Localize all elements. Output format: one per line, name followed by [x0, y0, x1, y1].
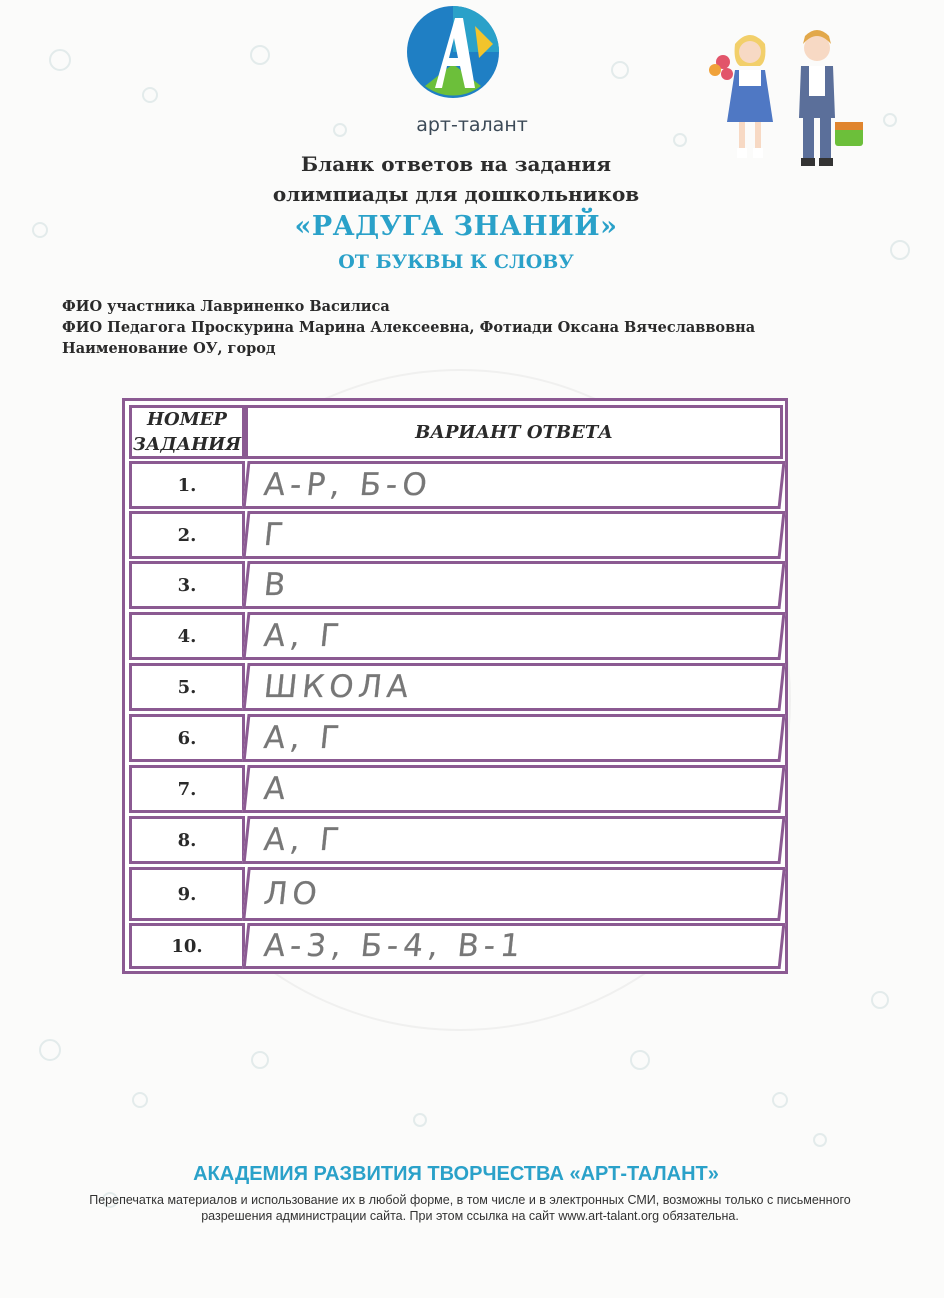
- school-name: Наименование ОУ, город: [62, 340, 276, 357]
- title-line-2: олимпиады для дошкольников: [272, 182, 640, 206]
- academy-name: АКАДЕМИЯ РАЗВИТИЯ ТВОРЧЕСТВА «АРТ-ТАЛАНТ»: [193, 1163, 719, 1185]
- participant-name: ФИО участника Лавриненко Василиса: [62, 298, 390, 315]
- brand-name: арт-талант: [416, 114, 528, 136]
- header-task-number-line2: ЗАДАНИЯ: [132, 434, 242, 455]
- answer-value: А, Г: [242, 816, 785, 864]
- answer-value: А, Г: [242, 714, 785, 762]
- task-number: 5.: [129, 663, 245, 711]
- teacher-name: ФИО Педагога Проскурина Марина Алексеевна, Фотиади Оксана Вячеславвовна: [62, 319, 756, 336]
- answer-value: А: [242, 765, 785, 813]
- olympiad-title: «РАДУГА ЗНАНИЙ»: [294, 211, 618, 242]
- answer-value: ЛО: [242, 867, 786, 921]
- answer-value: А-Р, Б-О: [242, 461, 785, 509]
- task-number: 10.: [129, 923, 245, 969]
- task-number: 2.: [129, 511, 245, 559]
- answer-table: [122, 398, 788, 974]
- header-task-number-line1: НОМЕР: [147, 409, 227, 430]
- title-line-1: Бланк ответов на задания: [301, 152, 611, 176]
- task-number: 9.: [129, 867, 245, 921]
- olympiad-subtitle: ОТ БУКВЫ К СЛОВУ: [338, 251, 574, 273]
- answer-value: Г: [242, 511, 785, 559]
- header-answer: ВАРИАНТ ОТВЕТА: [245, 405, 783, 459]
- task-number: 3.: [129, 561, 245, 609]
- task-number: 1.: [129, 461, 245, 509]
- art-talant-logo: [405, 4, 501, 100]
- task-number: 4.: [129, 612, 245, 660]
- header-task-number: [129, 405, 245, 459]
- answer-value: В: [242, 561, 785, 609]
- answer-value: А, Г: [242, 612, 785, 660]
- answer-value: А-3, Б-4, В-1: [243, 923, 786, 969]
- copyright-note: Перепечатка материалов и использование их в любой форме, в том числе и в электронных СМИ, возможны только с письменного разрешения администрации сайта. При этом ссылка на сайт www.art-talant.org обязательна.: [89, 1193, 851, 1223]
- task-number: 7.: [129, 765, 245, 813]
- task-number: 8.: [129, 816, 245, 864]
- task-number: 6.: [129, 714, 245, 762]
- answer-value: ШКОЛА: [242, 663, 785, 711]
